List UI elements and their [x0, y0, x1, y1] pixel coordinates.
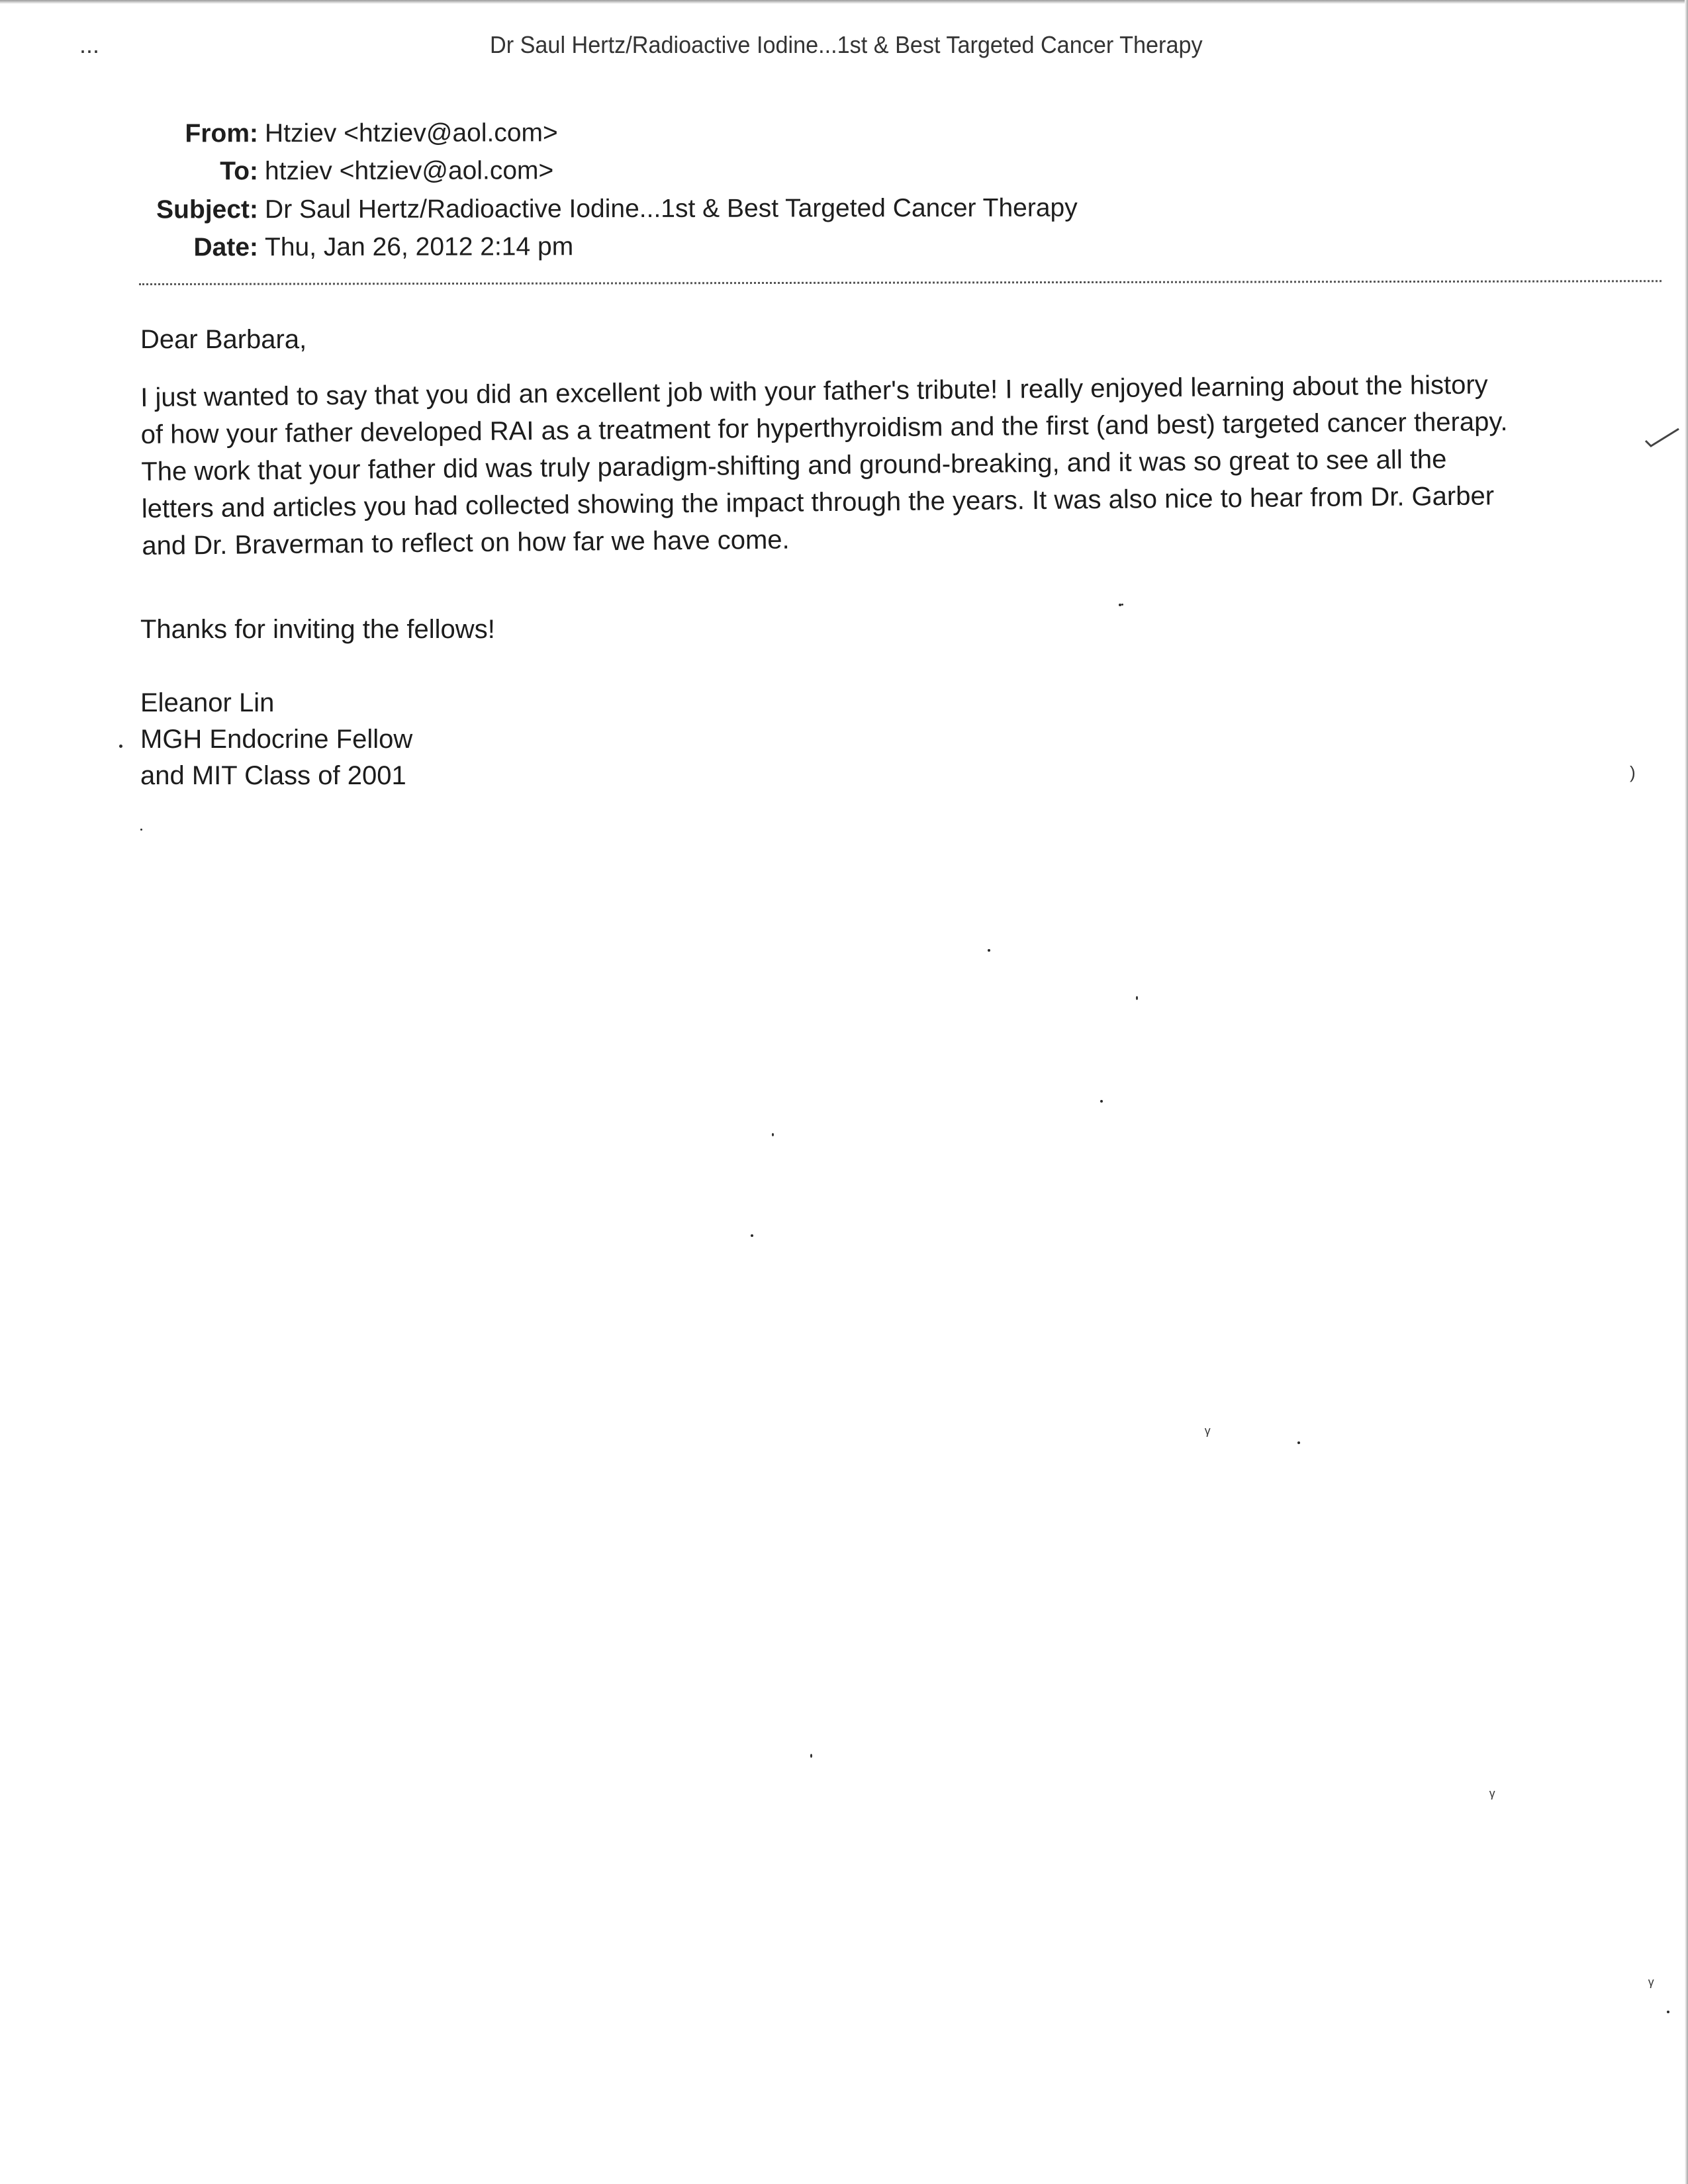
scan-speck	[751, 1234, 753, 1237]
from-label: From:	[185, 119, 259, 148]
to-label: To:	[220, 157, 259, 186]
scan-speck	[119, 745, 122, 748]
scan-speck	[1297, 1441, 1300, 1444]
subject-value: Dr Saul Hertz/Radioactive Iodine...1st & Best Targeted Cancer Therapy	[264, 193, 1078, 224]
header-divider	[139, 280, 1662, 285]
clipped-page-header-left: ...	[79, 31, 100, 58]
scan-right-edge	[1685, 0, 1688, 2184]
signature-title: MGH Endocrine Fellow	[140, 725, 413, 754]
paragraph-line: and Dr. Braverman to reflect on how far we have come.	[142, 525, 790, 561]
scan-top-edge	[0, 0, 1688, 4]
scan-speck	[1136, 996, 1138, 1000]
scan-speck	[988, 949, 990, 952]
paragraph-line: I just wanted to say that you did an excellent job with your father's tribute! I really enjoyed learning about the history	[140, 370, 1488, 412]
date-value: Thu, Jan 26, 2012 2:14 pm	[264, 232, 574, 262]
scan-mark: ᵧ	[1648, 1969, 1654, 1989]
paragraph-line: of how your father developed RAI as a treatment for hyperthyroidism and the first (and best) targeted cancer therapy.	[140, 407, 1508, 449]
scan-speck	[1100, 1100, 1103, 1103]
scan-mark: ᵧ	[1489, 1780, 1495, 1800]
scan-speck	[1667, 2011, 1669, 2013]
greeting: Dear Barbara,	[140, 325, 307, 354]
scan-speck	[1121, 604, 1123, 606]
signature-name: Eleanor Lin	[140, 688, 275, 717]
scan-speck	[140, 829, 142, 831]
signature-block	[140, 685, 1663, 794]
check-mark-stroke	[1646, 429, 1679, 446]
message-paragraph	[140, 365, 1668, 565]
subject-label: Subject:	[156, 195, 259, 224]
clipped-page-header-title: Dr Saul Hertz/Radioactive Iodine...1st & Best Targeted Cancer Therapy	[490, 31, 1203, 58]
scan-speck	[772, 1133, 774, 1136]
to-value: htziev <htziev@aol.com>	[264, 156, 554, 186]
paragraph-line: letters and articles you had collected showing the impact through the years. It was also nice to hear from Dr. Garber	[141, 481, 1495, 523]
scan-speck	[810, 1754, 812, 1758]
from-value: Htziev <htziev@aol.com>	[264, 118, 558, 148]
scan-mark: )	[1630, 762, 1636, 782]
signature-affiliation: and MIT Class of 2001	[140, 761, 406, 790]
scan-mark: ᵧ	[1205, 1418, 1211, 1437]
paragraph-line: The work that your father did was truly paradigm-shifting and ground-breaking, and it was so great to see all the	[141, 445, 1447, 486]
date-label: Date:	[193, 233, 259, 262]
thanks-line: Thanks for inviting the fellows!	[140, 615, 495, 644]
handwritten-check-mark	[1643, 424, 1681, 450]
